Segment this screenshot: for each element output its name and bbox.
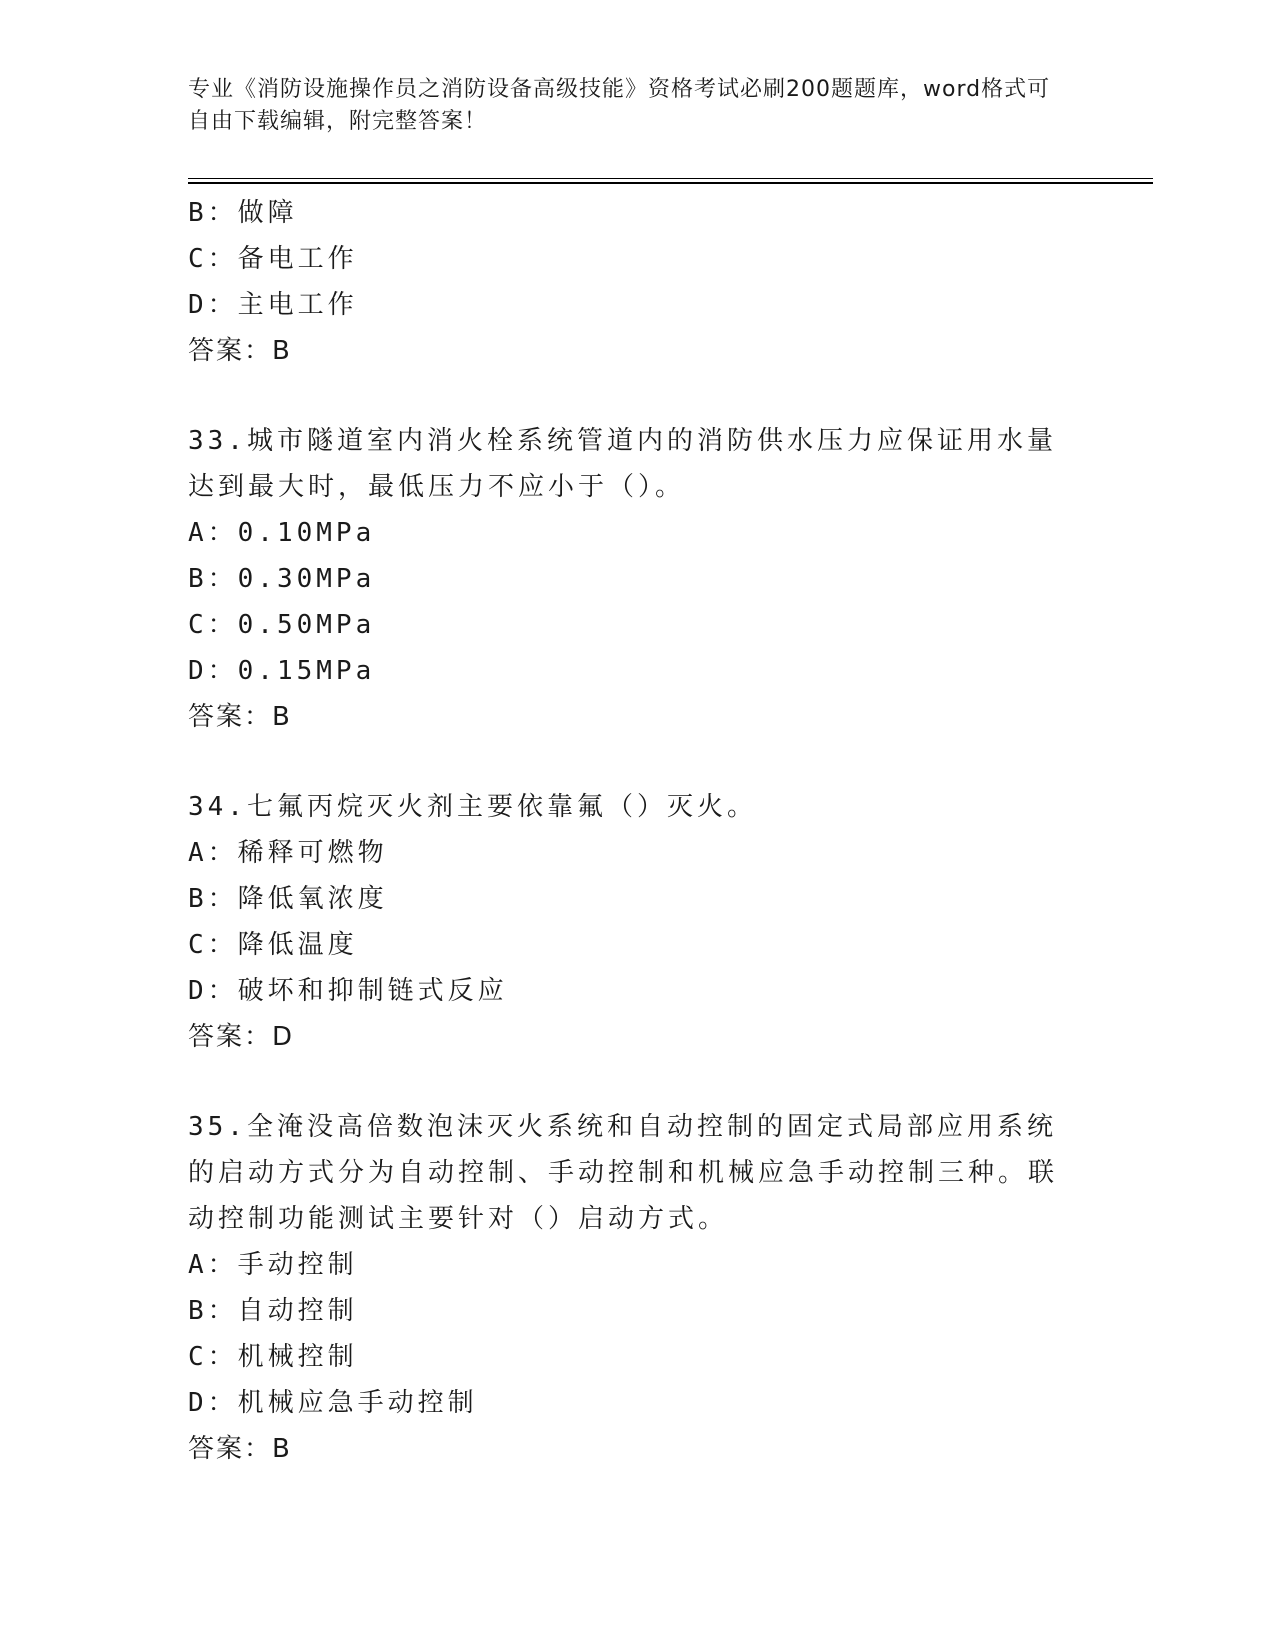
option-a: A：稀释可燃物 (188, 838, 388, 868)
question-32 (188, 190, 1088, 374)
option-b: B：做障 (188, 198, 298, 228)
option-a: A：0.10MPa (188, 518, 376, 548)
question-text: 33.城市隧道室内消火栓系统管道内的消防供水压力应保证用水量达到最大时，最低压力不应小于（）。 (188, 426, 1057, 502)
option-b: B：降低氧浓度 (188, 884, 388, 914)
document-header: 专业《消防设施操作员之消防设备高级技能》资格考试必刷200题题库，word格式可自由下载编辑，附完整答案！ (188, 77, 1051, 134)
option-d: D：破坏和抑制链式反应 (188, 976, 508, 1006)
option-a: A：手动控制 (188, 1250, 358, 1280)
question-text: 34.七氟丙烷灭火剂主要依靠氟（）灭火。 (188, 792, 757, 822)
answer-label: 答案：D (188, 1022, 295, 1052)
question-list (188, 190, 1088, 1472)
question-33 (188, 418, 1088, 740)
answer-label: 答案：B (188, 1434, 292, 1464)
answer-label: 答案：B (188, 336, 292, 366)
option-c: C：0.50MPa (188, 610, 376, 640)
question-34 (188, 784, 1088, 1060)
answer-label: 答案：B (188, 702, 292, 732)
option-b: B：自动控制 (188, 1296, 358, 1326)
option-d: D：主电工作 (188, 290, 358, 320)
option-c: C：降低温度 (188, 930, 358, 960)
question-text: 35.全淹没高倍数泡沫灭火系统和自动控制的固定式局部应用系统的启动方式分为自动控制、手动控制和机械应急手动控制三种。联动控制功能测试主要针对（）启动方式。 (188, 1112, 1059, 1234)
header-divider-thin (188, 178, 1153, 179)
header-divider-thick (188, 182, 1153, 184)
option-d: D：0.15MPa (188, 656, 376, 686)
option-b: B：0.30MPa (188, 564, 376, 594)
option-c: C：备电工作 (188, 244, 358, 274)
option-c: C：机械控制 (188, 1342, 358, 1372)
question-35 (188, 1104, 1088, 1472)
option-d: D：机械应急手动控制 (188, 1388, 478, 1418)
